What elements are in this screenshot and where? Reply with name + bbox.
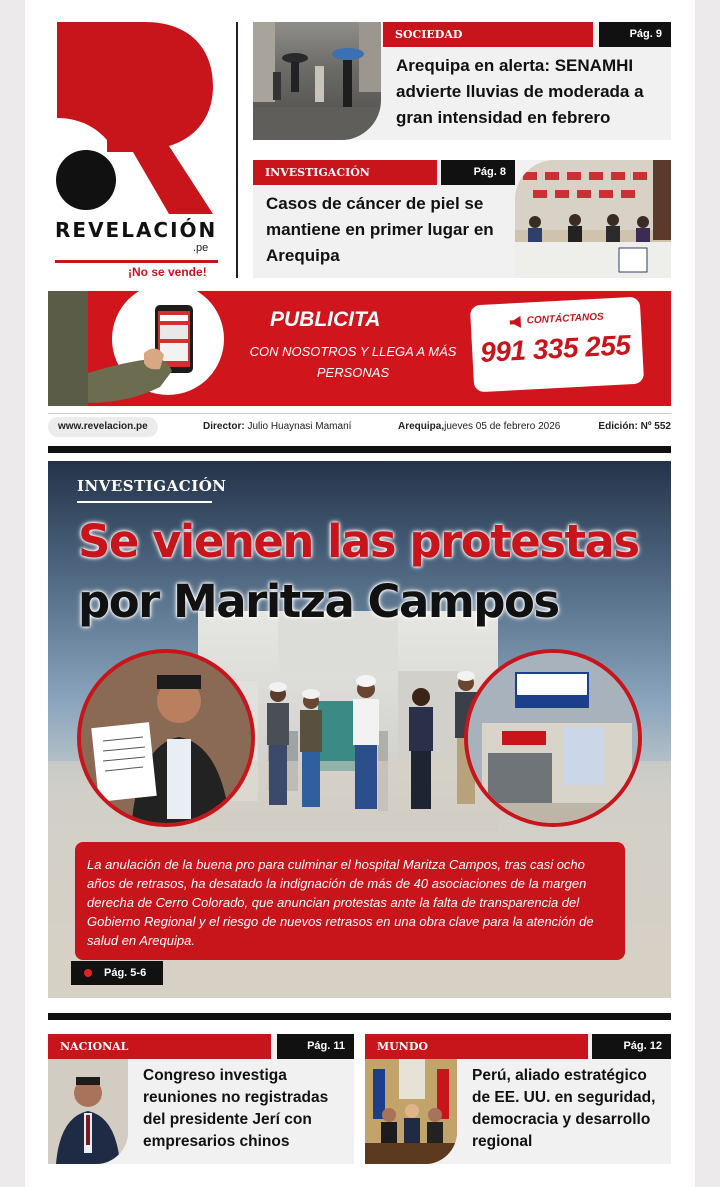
ad-phone-number[interactable]: 991 335 255 <box>479 329 632 369</box>
section-tag: SOCIEDAD <box>383 22 593 47</box>
feature-kicker-underline <box>77 501 212 503</box>
story-investigacion[interactable] <box>253 160 671 278</box>
feature-headline-line1: Se vienen las protestas <box>78 515 639 568</box>
newspaper-cover <box>25 0 695 1187</box>
oval-office-figure <box>365 1059 457 1164</box>
press-conference-photo <box>515 160 671 278</box>
story-headline: Arequipa en alerta: SENAMHI advierte lluvias de moderada a gran intensidad en febrero <box>396 56 644 127</box>
section-tag: MUNDO <box>365 1034 588 1059</box>
masthead-divider <box>236 22 238 278</box>
lead-story[interactable] <box>48 461 671 998</box>
story-headline: Casos de cáncer de piel se mantiene en primer lugar en Arequipa <box>266 194 494 265</box>
page-tag: Pág. 9 <box>599 22 671 47</box>
health-center-circle <box>464 649 642 827</box>
story-headline: Congreso investiga reuniones no registradas del presidente Jerí con empresarios chinos <box>143 1067 329 1150</box>
feature-headline-line2: por Maritza Campos <box>78 575 559 628</box>
rain-street-photo <box>253 22 381 140</box>
director-label: Director: <box>203 421 245 432</box>
director-info <box>203 414 351 440</box>
story-headline: Perú, aliado estratégico de EE. UU. en seguridad, democracia y desarrollo regional <box>472 1067 656 1150</box>
ad-title: PUBLICITA <box>270 308 381 331</box>
brand-name: REVELACIÓN <box>55 218 218 242</box>
advertising-banner[interactable] <box>48 291 671 406</box>
section-tag: INVESTIGACIÓN <box>253 160 437 185</box>
story-mundo[interactable] <box>365 1034 671 1164</box>
edition-info <box>598 414 671 440</box>
pedestrians-figure <box>253 22 381 140</box>
president-photo <box>48 1059 128 1164</box>
page-tag: Pág. 12 <box>592 1034 671 1059</box>
info-bar <box>48 413 671 439</box>
edition-number: Nº 552 <box>640 421 671 432</box>
feature-page-label: Pág. 5-6 <box>104 967 147 979</box>
city-label: Arequipa, <box>398 421 445 432</box>
date-info <box>398 414 560 440</box>
brand-tld: .pe <box>193 242 209 254</box>
brand-underline <box>55 260 218 263</box>
official-portrait-circle <box>77 649 255 827</box>
brand-slogan: ¡No se vende! <box>128 265 207 279</box>
ad-subtitle: CON NOSOTROS Y LLEGA A MÁS PERSONAS <box>249 344 457 380</box>
ad-contact-label: CONTÁCTANOS <box>526 311 604 327</box>
ad-contact-card[interactable] <box>470 297 644 393</box>
story-nacional[interactable] <box>48 1034 354 1164</box>
section-divider <box>48 446 671 453</box>
health-center-figure <box>468 653 642 827</box>
page-tag: Pág. 11 <box>277 1034 354 1059</box>
director-name: Julio Huaynasi Mamaní <box>247 421 352 432</box>
feature-page-tag <box>71 961 163 985</box>
section-tag: NACIONAL <box>48 1034 271 1059</box>
feature-summary: La anulación de la buena pro para culminar el hospital Maritza Campos, tras casi ocho años de retrasos, ha desatado la indignación de más de 40 asociaciones de la margen derecha de Cerro Colorado, que anuncian protestas ante la falta de transparencia del Gobierno Regional y el riesgo de nuevos retrasos en una obra clave para la atención de salud en Arequipa. <box>75 842 625 960</box>
website-link[interactable]: www.revelacion.pe <box>48 417 158 437</box>
megaphone-icon <box>508 316 523 329</box>
page-tag: Pág. 8 <box>441 160 515 185</box>
oval-office-photo <box>365 1059 457 1164</box>
logo-r-mark <box>53 20 215 220</box>
edition-label: Edición: <box>598 421 638 432</box>
story-sociedad[interactable] <box>253 22 671 140</box>
issue-date: jueves 05 de febrero 2026 <box>444 421 561 432</box>
president-figure <box>48 1059 128 1164</box>
official-portrait-figure <box>81 653 255 827</box>
red-dot-icon <box>84 969 92 977</box>
feature-kicker: INVESTIGACIÓN <box>77 477 227 495</box>
press-panel-figure <box>515 160 671 278</box>
section-divider <box>48 1013 671 1020</box>
phone-hand-figure <box>48 291 248 406</box>
